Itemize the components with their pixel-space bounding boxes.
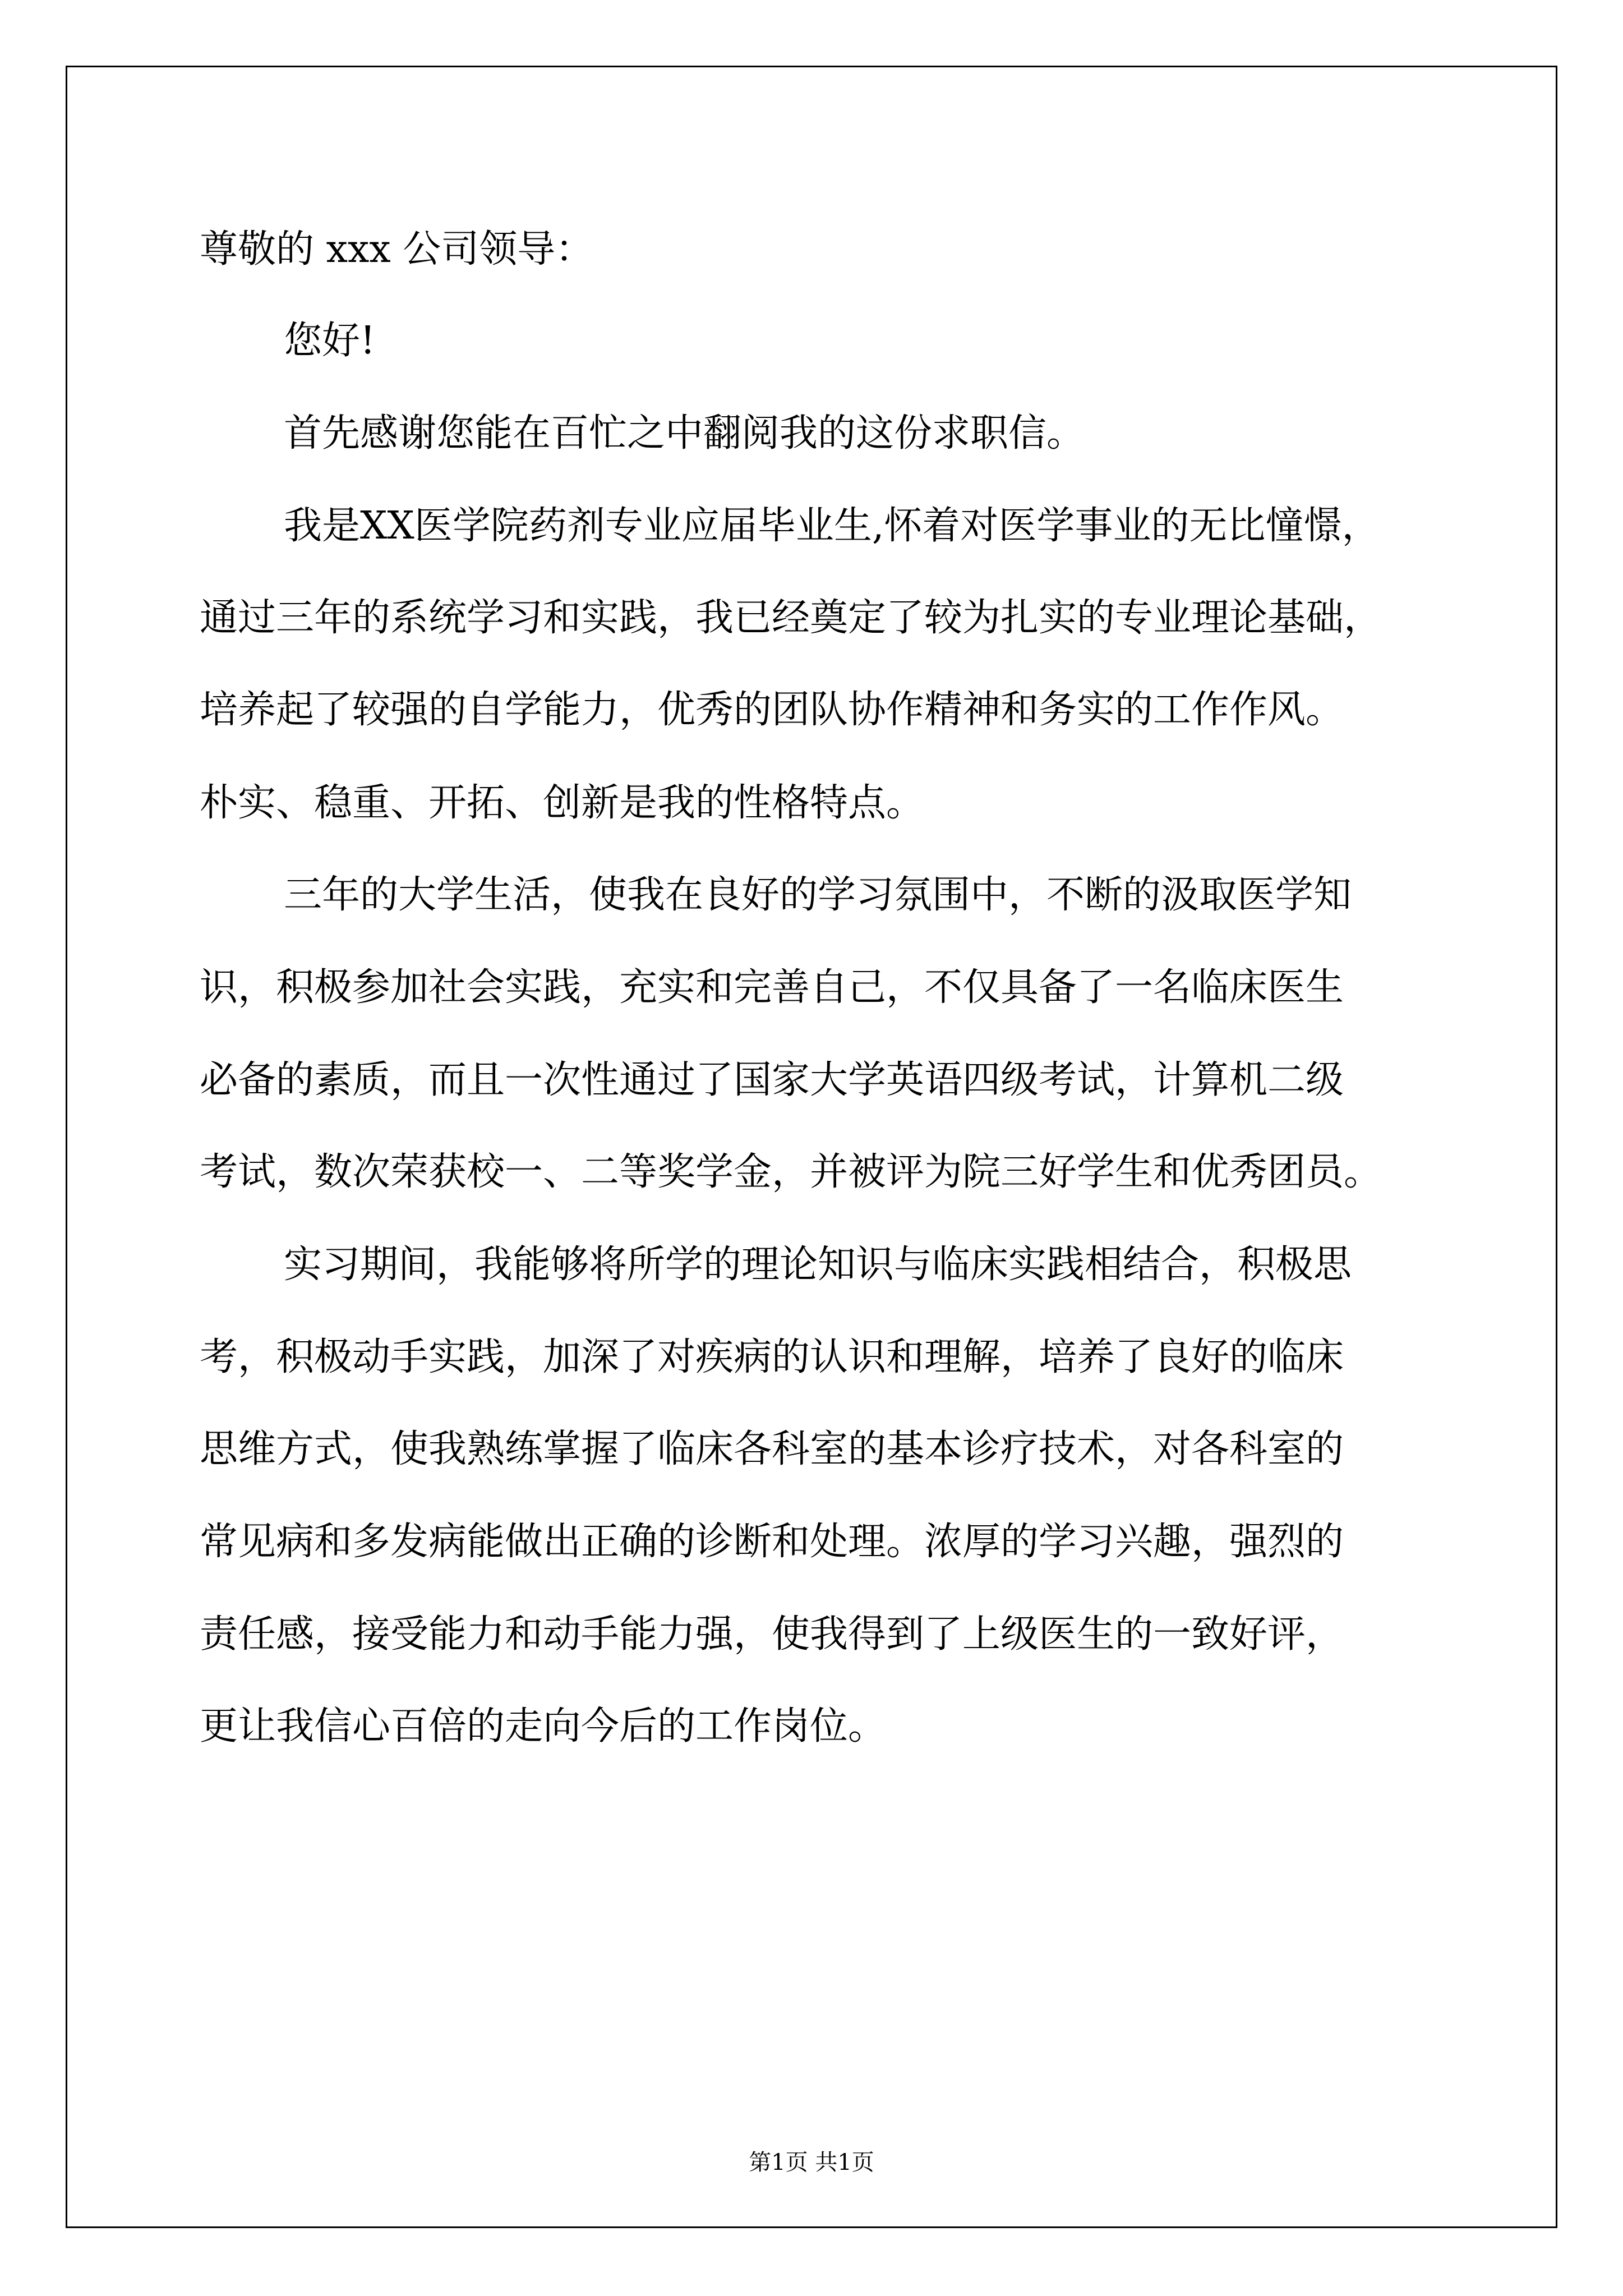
page-number-footer: 第1页 共1页 [749,2150,874,2175]
letter-line: 朴实、稳重、开拓、创新是我的性格特点。 [200,781,925,825]
letter-line: 思维方式，使我熟练掌握了临床各科室的基本诊疗技术，对各科室的 [200,1427,1344,1471]
letter-line: 识，积极参加社会实践，充实和完善自己，不仅具备了一名临床医生 [200,965,1344,1010]
letter-line: 必备的素质，而且一次性通过了国家大学英语四级考试，计算机二级 [200,1058,1344,1102]
letter-line: 考，积极动手实践，加深了对疾病的认识和理解，培养了良好的临床 [200,1335,1344,1379]
letter-line: 考试，数次荣获校一、二等奖学金，并被评为院三好学生和优秀团员。 [200,1150,1382,1194]
letter-line: 责任感，接受能力和动手能力强，使我得到了上级医生的一致好评， [200,1612,1344,1657]
letter-greeting: 您好! [284,319,376,363]
letter-salutation: 尊敬的 xxx 公司领导： [200,227,594,272]
letter-line: 通过三年的系统学习和实践，我已经奠定了较为扎实的专业理论基础， [200,596,1382,640]
letter-line: 更让我信心百倍的走向今后的工作岗位。 [200,1704,887,1749]
letter-line: 首先感谢您能在百忙之中翻阅我的这份求职信。 [284,411,1085,455]
letter-line: 常见病和多发病能做出正确的诊断和处理。浓厚的学习兴趣，强烈的 [200,1520,1344,1564]
letter-line: 实习期间，我能够将所学的理论知识与临床实践相结合，积极思 [284,1243,1352,1287]
letter-line: 培养起了较强的自学能力，优秀的团队协作精神和务实的工作作风。 [200,688,1344,732]
letter-line: 我是XX医学院药剂专业应届毕业生,怀着对医学事业的无比憧憬， [284,504,1380,548]
letter-line: 三年的大学生活，使我在良好的学习氛围中，不断的汲取医学知 [284,873,1352,917]
